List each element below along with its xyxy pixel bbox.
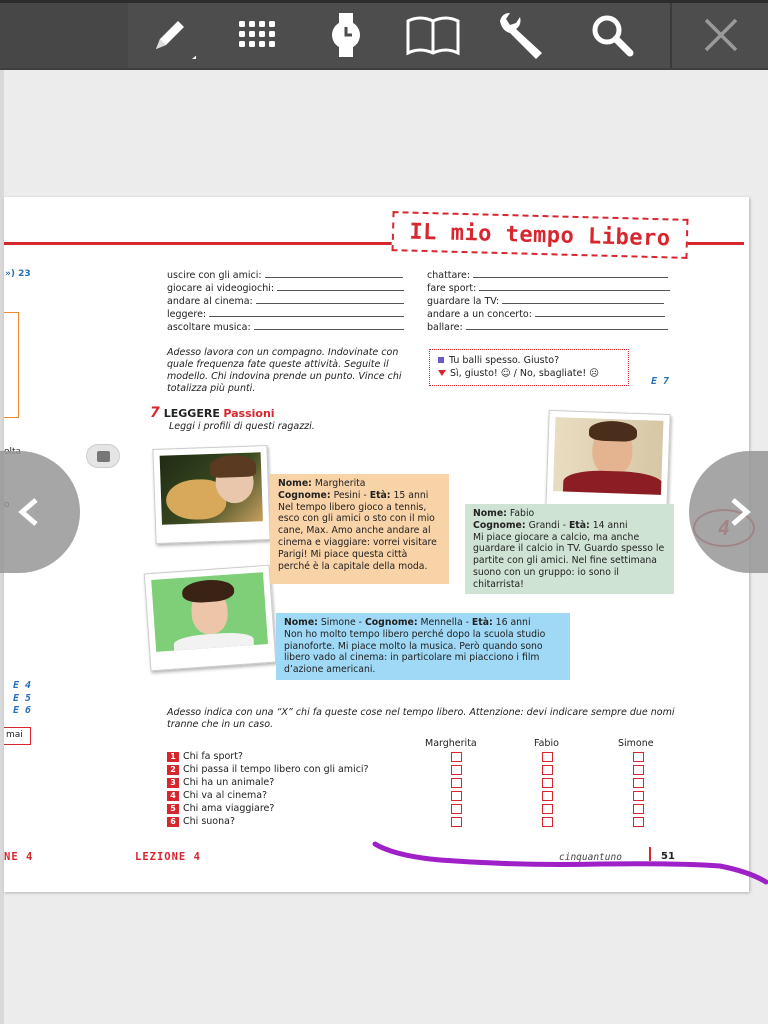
simone-shirt xyxy=(173,631,254,652)
left-ref-e5: E 5 xyxy=(13,693,32,704)
quiz-instructions: Adesso indica con una “X” chi fa queste cose nel tempo libero. Attenzione: devi indicare sempre due nomi tranne che in un caso. xyxy=(167,707,675,730)
answer-checkbox[interactable] xyxy=(451,752,462,762)
question-row: 1 Chi fa sport? xyxy=(167,751,667,764)
pair-instructions: Adesso lavora con un compagno. Indovinate con quale frequenza fate queste attività. Seguite il modello. Chi indovina prende un punto. Vince chi totalizza più punti. xyxy=(167,347,402,394)
footer-page-word: cinquantuno xyxy=(559,852,622,863)
toolbar-top-strip xyxy=(0,0,768,3)
answer-checkbox[interactable] xyxy=(633,778,644,788)
column-margherita: Margherita xyxy=(425,738,477,749)
answer-checkbox[interactable] xyxy=(633,791,644,801)
answer-checkbox[interactable] xyxy=(542,791,553,801)
wrench-icon xyxy=(492,9,548,61)
page-title: IL mio tempo Libero xyxy=(409,219,671,251)
close-button[interactable] xyxy=(691,6,751,64)
answer-checkbox[interactable] xyxy=(451,804,462,814)
activity-item: uscire con gli amici: xyxy=(167,269,417,282)
answer-checkbox[interactable] xyxy=(451,791,462,801)
activity-item: fare sport: xyxy=(427,282,677,295)
answer-line[interactable] xyxy=(209,308,404,317)
activities-left xyxy=(167,269,417,334)
answer-checkbox[interactable] xyxy=(451,817,462,827)
answer-checkbox[interactable] xyxy=(633,817,644,827)
column-fabio: Fabio xyxy=(534,738,559,749)
answer-checkbox[interactable] xyxy=(633,804,644,814)
watch-button[interactable] xyxy=(316,6,376,64)
answer-line[interactable] xyxy=(466,321,668,330)
activity-item: ballare: xyxy=(427,321,677,334)
pencil-icon xyxy=(144,9,196,61)
book-page xyxy=(4,197,749,892)
answer-checkbox[interactable] xyxy=(542,778,553,788)
section-subtitle: Leggi i profili di questi ragazzi. xyxy=(169,421,315,432)
left-page-orange-box xyxy=(4,312,19,418)
audio-ref: ») 23 xyxy=(5,269,31,279)
question-row: 6 Chi suona? xyxy=(167,816,667,829)
search-icon xyxy=(586,9,638,61)
page-number: 51 xyxy=(661,851,675,862)
fabio-hair xyxy=(589,420,638,442)
profile-card-simone: Nome: Simone - Cognome: Mennella - Età: 16 anni Non ho molto tempo libero perché dopo la scuola studio pianoforte. Mi piace molto la musica. Però quando sono libero vado al cinema: in particolare mi piacciono i film d’azione americani. xyxy=(276,613,570,680)
answer-line[interactable] xyxy=(473,269,668,278)
activity-item: leggere: xyxy=(167,308,417,321)
left-box-word: mai xyxy=(4,727,31,745)
photo-simone xyxy=(144,565,277,672)
book-button[interactable] xyxy=(403,6,463,64)
answer-checkbox[interactable] xyxy=(542,817,553,827)
search-button[interactable] xyxy=(582,6,642,64)
model-dialog: Tu balli spesso. Giusto? Sì, giusto! ☺ / No, sbagliate! ☹ xyxy=(429,349,629,386)
footer-lesson: LEZIONE 4 xyxy=(135,851,201,863)
answer-checkbox[interactable] xyxy=(542,752,553,762)
watch-icon xyxy=(326,9,366,61)
answer-line[interactable] xyxy=(479,282,670,291)
left-ref-e4: E 4 xyxy=(13,680,32,691)
title-banner xyxy=(392,211,689,259)
triangle-bullet-icon xyxy=(438,370,446,376)
answer-line[interactable] xyxy=(502,295,664,304)
activity-item: andare al cinema: xyxy=(167,295,417,308)
activity-item: andare a un concerto: xyxy=(427,308,677,321)
book-icon xyxy=(404,13,462,57)
answer-checkbox[interactable] xyxy=(633,765,644,775)
toolbar-left-region xyxy=(0,0,128,70)
answer-line[interactable] xyxy=(277,282,404,291)
toolbar xyxy=(0,0,768,70)
question-row: 3 Chi ha un animale? xyxy=(167,777,667,790)
chevron-right-icon xyxy=(727,497,753,527)
question-row: 5 Chi ama viaggiare? xyxy=(167,803,667,816)
activity-item: giocare ai videogiochi: xyxy=(167,282,417,295)
answer-checkbox[interactable] xyxy=(542,765,553,775)
square-bullet-icon xyxy=(438,357,444,363)
answer-line[interactable] xyxy=(254,321,404,330)
footer-divider xyxy=(649,847,651,861)
activity-item: ascoltare musica: xyxy=(167,321,417,334)
section-heading: 7 LEGGERE Passioni xyxy=(150,405,275,421)
pencil-button[interactable] xyxy=(140,6,200,64)
girl-hair xyxy=(210,454,257,478)
answer-checkbox[interactable] xyxy=(451,778,462,788)
tools-button[interactable] xyxy=(490,6,550,64)
audio-icon: ») xyxy=(5,269,15,279)
simone-hair xyxy=(181,578,234,604)
answer-line[interactable] xyxy=(535,308,665,317)
profile-card-margherita: Nome: Margherita Cognome: Pesini - Età: 15 anni Nel tempo libero gioco a tennis, esco con gli amici o sto con il mio cane, Max. Amo anche andare al cinema e viaggiare: vorrei visitare Parigi! Mi piace questa città perché è la capitale della moda. xyxy=(270,474,449,584)
activity-item: guardare la TV: xyxy=(427,295,677,308)
answer-checkbox[interactable] xyxy=(542,804,553,814)
grid-icon xyxy=(233,15,283,55)
activities-right xyxy=(427,269,677,334)
answer-line[interactable] xyxy=(256,295,404,304)
answer-line[interactable] xyxy=(265,269,403,278)
photo-margherita xyxy=(152,445,270,544)
chevron-left-icon xyxy=(16,497,42,527)
photo-fabio xyxy=(545,410,670,514)
media-icon xyxy=(97,451,110,462)
question-row: 4 Chi va al cinema? xyxy=(167,790,667,803)
question-row: 2 Chi passa il tempo libero con gli amici? xyxy=(167,764,667,777)
media-button[interactable] xyxy=(86,444,120,468)
grid-button[interactable] xyxy=(228,6,288,64)
left-ref-e6: E 6 xyxy=(13,705,32,716)
toolbar-separator xyxy=(670,3,672,70)
answer-checkbox[interactable] xyxy=(633,752,644,762)
answer-checkbox[interactable] xyxy=(451,765,462,775)
exercise-ref: E 7 xyxy=(651,376,670,387)
activity-item: chattare: xyxy=(427,269,677,282)
fabio-shirt xyxy=(563,469,664,494)
profile-card-fabio: Nome: Fabio Cognome: Grandi - Età: 14 anni Mi piace giocare a calcio, ma anche guardare il calcio in TV. Guardo spesso le partite con gli amici. Nel fine settimana suono con un gruppo: io sono il chitarrista! xyxy=(465,504,674,594)
column-simone: Simone xyxy=(618,738,654,749)
footer-left-page: NE 4 xyxy=(4,851,34,863)
close-icon xyxy=(698,12,744,58)
